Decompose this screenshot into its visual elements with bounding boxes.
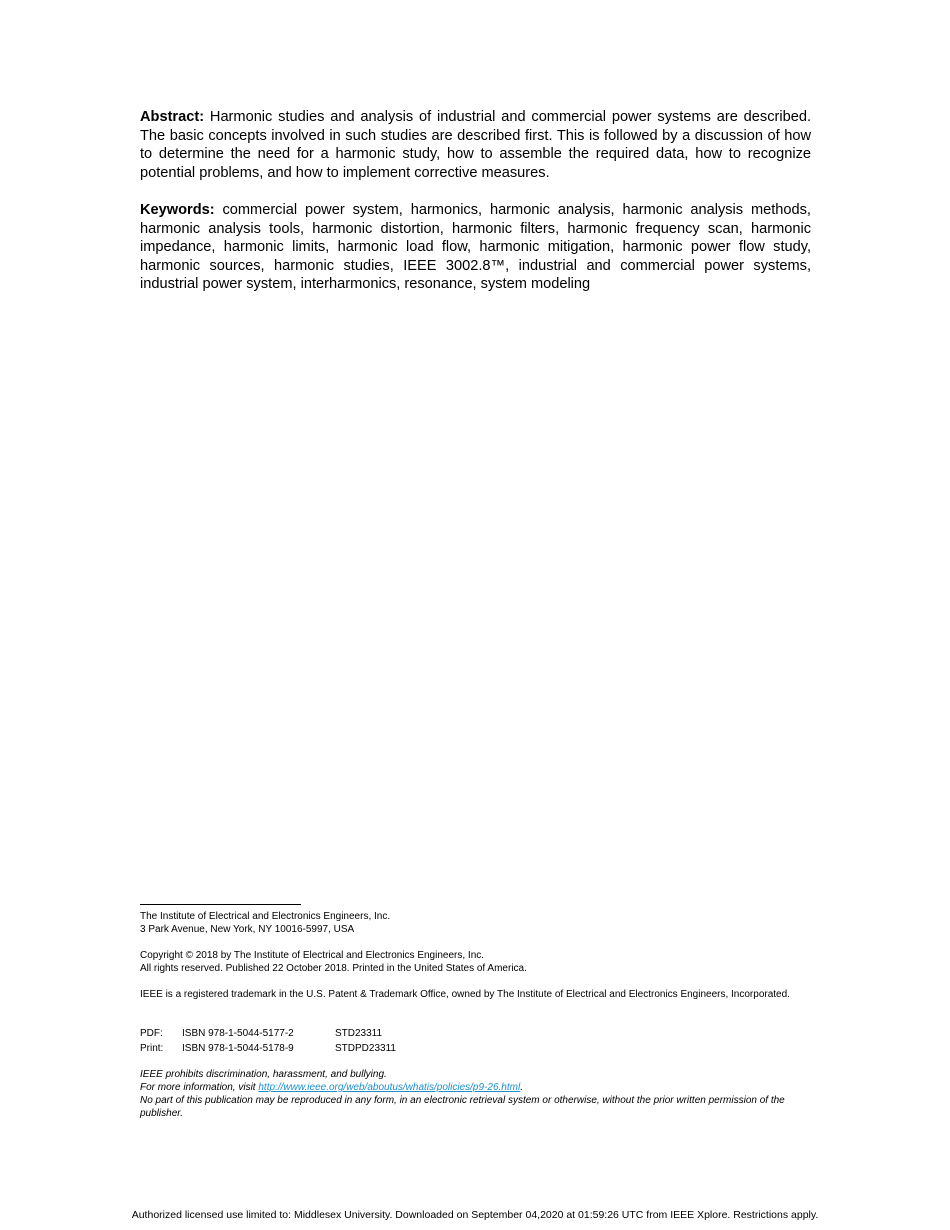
abstract-text: Harmonic studies and analysis of industrial and commercial power systems are described. The basic concepts involved in such studies are described first. This is followed by a discussion of how to determine the need for a harmonic study, how to assemble the required data, how to recognize potential problems, and how to implement corrective measures. bbox=[140, 109, 811, 181]
isbn-format: Print: bbox=[140, 1043, 164, 1054]
isbn-row-pdf bbox=[140, 1026, 811, 1041]
isbn-number: ISBN 978-1-5044-5177-2 bbox=[182, 1028, 294, 1039]
publisher-name: The Institute of Electrical and Electronics Engineers, Inc. bbox=[140, 911, 391, 922]
policy-link[interactable]: http://www.ieee.org/web/aboutus/whatis/policies/p9-26.html bbox=[258, 1082, 521, 1093]
publisher-block bbox=[140, 910, 811, 936]
isbn-code: STDPD23311 bbox=[335, 1043, 396, 1054]
authorization-footer: Authorized licensed use limited to: Middlesex University. Downloaded on September 04,2020 at 01:59:26 UTC from IEEE Xplore. Restrictions apply. bbox=[131, 1209, 819, 1221]
policy-info-suffix: . bbox=[520, 1082, 523, 1093]
isbn-number: ISBN 978-1-5044-5178-9 bbox=[182, 1043, 294, 1054]
footnote-divider bbox=[140, 904, 301, 905]
policy-info-prefix: For more information, visit bbox=[140, 1082, 259, 1093]
keywords-paragraph bbox=[140, 201, 811, 294]
isbn-row-print bbox=[140, 1041, 811, 1056]
publisher-address: 3 Park Avenue, New York, NY 10016-5997, USA bbox=[140, 924, 355, 935]
abstract-paragraph bbox=[140, 108, 811, 182]
rights-line: All rights reserved. Published 22 October 2018. Printed in the United States of America. bbox=[140, 963, 527, 974]
keywords-text: commercial power system, harmonics, harmonic analysis, harmonic analysis methods, harmonic analysis tools, harmonic distortion, harmonic filters, harmonic frequency scan, harmonic impedance, harmonic limits, harmonic load flow, harmonic mitigation, harmonic power flow study, harmonic sources, harmonic studies, IEEE 3002.8™, industrial and commercial power systems, industrial power system, interharmonics, resonance, system modeling bbox=[140, 202, 811, 293]
policy-statement: IEEE prohibits discrimination, harassment, and bullying. bbox=[140, 1069, 387, 1080]
isbn-format: PDF: bbox=[140, 1028, 163, 1039]
keywords-label: Keywords: bbox=[140, 202, 215, 218]
copyright-block bbox=[140, 949, 811, 975]
copyright-line: Copyright © 2018 by The Institute of Electrical and Electronics Engineers, Inc. bbox=[140, 950, 485, 961]
policy-info-line bbox=[140, 1081, 811, 1094]
isbn-code: STD23311 bbox=[335, 1028, 383, 1039]
trademark-notice: IEEE is a registered trademark in the U.S. Patent & Trademark Office, owned by The Institute of Electrical and Electronics Engineers, Incorporated. bbox=[140, 989, 790, 1000]
abstract-label: Abstract: bbox=[140, 109, 205, 125]
policy-block bbox=[140, 1068, 811, 1120]
isbn-table bbox=[140, 1026, 811, 1056]
reproduction-notice: No part of this publication may be reproduced in any form, in an electronic retrieval system or otherwise, without the prior written permission of the publisher. bbox=[140, 1095, 785, 1119]
